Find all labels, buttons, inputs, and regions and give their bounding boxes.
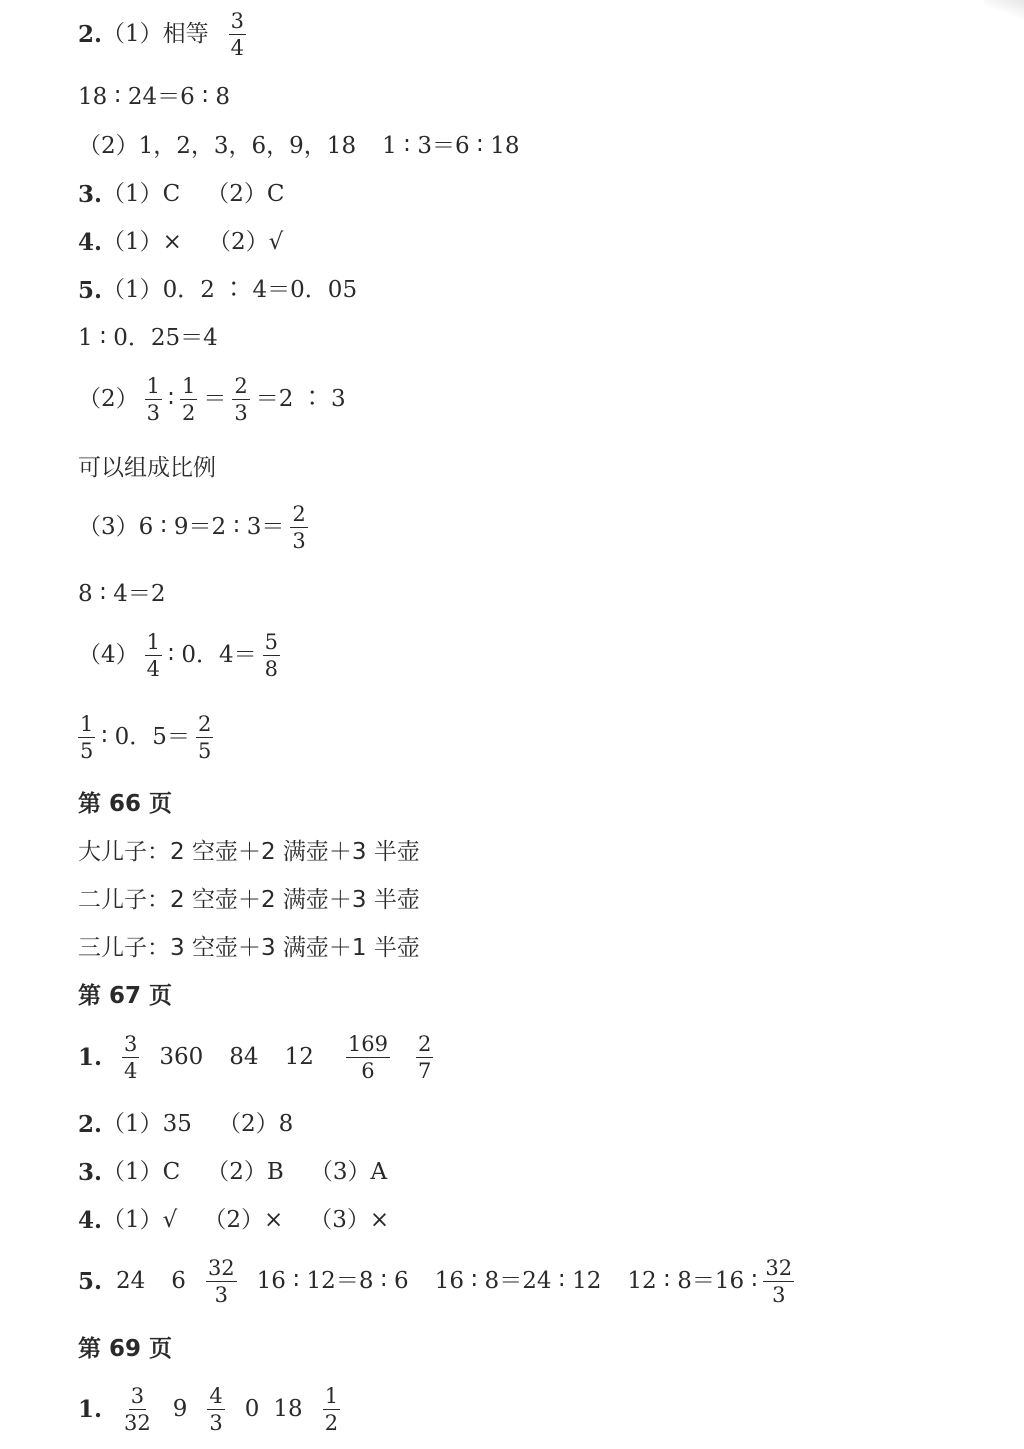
answer-text: 1 ∶ 0．25＝4 xyxy=(78,325,218,351)
denominator: 4 xyxy=(124,1059,138,1084)
check-mark: √ xyxy=(162,1207,178,1233)
answer-text: 18 ∶ 24＝6 ∶ 8 xyxy=(78,84,231,110)
answer-value: 8 xyxy=(278,1111,294,1137)
ratio-equation: 12 ∶ 8＝16 ∶ xyxy=(627,1268,758,1295)
answer-son-3 xyxy=(78,937,420,960)
answer-value: 35 xyxy=(162,1111,192,1137)
fraction xyxy=(122,1033,139,1082)
question-number: 1. xyxy=(78,1396,103,1424)
denominator: 2 xyxy=(324,1411,339,1436)
fraction xyxy=(229,10,246,59)
denominator: 5 xyxy=(197,739,212,764)
section-heading-69 xyxy=(78,1338,172,1361)
part-label: （2） xyxy=(203,1207,264,1233)
answer-value: A xyxy=(370,1159,388,1185)
answer-value: 12 xyxy=(284,1044,314,1071)
answer-4 xyxy=(78,231,283,254)
fraction xyxy=(416,1033,433,1082)
numerator: 4 xyxy=(207,1385,224,1410)
answer-value: 6 xyxy=(171,1268,186,1295)
denominator: 5 xyxy=(80,739,94,764)
answer-text: 8 ∶ 4＝2 xyxy=(78,581,166,607)
question-number: 5. xyxy=(78,277,103,304)
denominator: 3 xyxy=(234,401,248,426)
answer-2-1 xyxy=(78,10,252,59)
numerator: 2 xyxy=(232,375,249,400)
numerator: 2 xyxy=(196,713,213,738)
answer-text: 三儿子：3 空壶＋3 满壶＋1 半壶 xyxy=(78,935,420,961)
part-label: （4） xyxy=(78,642,139,669)
answer-67-2 xyxy=(78,1113,293,1136)
numerator: 5 xyxy=(263,631,280,656)
answer-text: 0．2 ∶ 4＝0．05 xyxy=(162,277,358,303)
cross-mark: × xyxy=(369,1207,390,1233)
fraction xyxy=(206,1257,237,1306)
answer-value: 9 xyxy=(172,1396,188,1423)
denominator: 32 xyxy=(124,1411,151,1436)
fraction xyxy=(232,375,249,424)
numerator: 2 xyxy=(290,503,307,528)
answer-5-4b xyxy=(78,713,219,762)
cross-mark: × xyxy=(162,229,182,255)
answer-son-1 xyxy=(78,841,420,864)
section-heading-67 xyxy=(78,985,172,1008)
fraction xyxy=(207,1385,224,1434)
check-mark: √ xyxy=(268,229,284,255)
heading-text: 第 69 页 xyxy=(78,1336,173,1362)
answer-text: 1，2，3，6，9，18 xyxy=(138,133,357,159)
numerator: 1 xyxy=(145,375,162,400)
answer-text: 6 ∶ 9＝2 ∶ 3＝ xyxy=(138,514,285,541)
part-label: （2） xyxy=(78,133,139,159)
answer-text: 相等 xyxy=(162,21,209,48)
answer-value: B xyxy=(266,1159,284,1185)
denominator: 6 xyxy=(361,1059,375,1084)
denominator: 3 xyxy=(292,529,306,554)
part-label: （1） xyxy=(102,1159,163,1185)
ratio-equation: 16 ∶ 12＝8 ∶ 6 xyxy=(256,1268,409,1295)
equals-sign: ＝ xyxy=(203,386,227,413)
part-label: （1） xyxy=(102,21,163,48)
question-number: 4. xyxy=(78,229,103,256)
answer-value: C xyxy=(266,181,285,207)
answer-5-2 xyxy=(78,375,346,424)
answer-text: 二儿子：2 空壶＋2 满壶＋3 半壶 xyxy=(78,887,420,913)
part-label: （2） xyxy=(78,386,139,413)
part-label: （1） xyxy=(102,181,163,207)
fraction xyxy=(180,375,197,424)
denominator: 8 xyxy=(264,657,278,682)
fraction xyxy=(323,1385,340,1434)
numerator: 3 xyxy=(122,1033,139,1058)
answer-67-4 xyxy=(78,1209,389,1232)
numerator: 1 xyxy=(78,713,95,738)
answer-3 xyxy=(78,183,285,206)
answer-value: C xyxy=(162,1159,181,1185)
question-number: 2. xyxy=(78,1111,103,1138)
denominator: 3 xyxy=(146,401,161,426)
denominator: 4 xyxy=(146,657,161,682)
part-label: （3） xyxy=(309,1159,371,1185)
answer-text-2: 1 ∶ 3＝6 ∶ 18 xyxy=(382,133,520,159)
numerator: 2 xyxy=(416,1033,433,1058)
numerator: 3 xyxy=(229,10,246,35)
answer-2-2 xyxy=(78,135,519,158)
part-label: （1） xyxy=(102,1111,163,1137)
answer-value: C xyxy=(162,181,181,207)
numerator: 1 xyxy=(145,631,162,656)
part-label: （3） xyxy=(78,514,139,541)
answer-5-3 xyxy=(78,503,314,552)
answer-5-4 xyxy=(78,631,286,680)
question-number: 3. xyxy=(78,1159,103,1186)
part-label: （2） xyxy=(206,1159,267,1185)
answer-text: ∶ 0．4＝ xyxy=(168,642,257,669)
part-label: （2） xyxy=(217,1111,279,1137)
fraction xyxy=(145,375,162,424)
question-number: 2. xyxy=(78,21,103,49)
part-label: （2） xyxy=(207,229,269,255)
fraction xyxy=(290,503,307,552)
part-label: （1） xyxy=(102,229,163,255)
fraction xyxy=(196,713,213,762)
answer-ratio-line xyxy=(78,327,218,350)
fraction xyxy=(122,1385,153,1434)
question-number: 3. xyxy=(78,181,103,208)
question-number: 4. xyxy=(78,1207,103,1234)
answer-67-5 xyxy=(78,1257,800,1306)
part-label: （2） xyxy=(206,181,267,207)
ratio-colon: ∶ xyxy=(168,386,175,413)
fraction xyxy=(78,713,95,762)
denominator: 3 xyxy=(209,1411,223,1436)
denominator: 4 xyxy=(230,36,245,61)
denominator: 3 xyxy=(772,1283,786,1308)
page-corner-shadow xyxy=(984,0,1024,20)
denominator: 7 xyxy=(417,1059,432,1084)
numerator: 169 xyxy=(346,1033,390,1058)
fraction xyxy=(263,631,280,680)
answer-text: 可以组成比例 xyxy=(78,455,216,481)
fraction xyxy=(763,1257,794,1306)
question-number: 5. xyxy=(78,1268,103,1296)
part-label: （1） xyxy=(102,277,163,303)
numerator: 32 xyxy=(763,1257,794,1282)
answer-67-3 xyxy=(78,1161,387,1184)
heading-text: 第 66 页 xyxy=(78,791,173,817)
cross-mark: × xyxy=(263,1207,284,1233)
answer-text: ＝2 ∶ 3 xyxy=(255,386,346,413)
answer-text: ∶ 0．5＝ xyxy=(101,724,190,751)
fraction xyxy=(145,631,162,680)
answer-ratio-line xyxy=(78,86,230,109)
numerator: 32 xyxy=(206,1257,237,1282)
answer-text: 大儿子：2 空壶＋2 满壶＋3 半壶 xyxy=(78,839,420,865)
fraction xyxy=(346,1033,390,1082)
answer-69-1 xyxy=(78,1385,346,1434)
denominator: 2 xyxy=(182,401,196,426)
question-number: 1. xyxy=(78,1044,103,1072)
answer-ratio-line xyxy=(78,583,166,606)
answer-67-1 xyxy=(78,1033,439,1082)
section-heading-66 xyxy=(78,793,172,816)
denominator: 3 xyxy=(214,1283,228,1308)
answer-value: 18 xyxy=(273,1396,303,1423)
answer-value: 0 xyxy=(244,1396,260,1423)
answer-note xyxy=(78,457,216,480)
answer-value: 24 xyxy=(116,1268,146,1295)
part-label: （1） xyxy=(102,1207,163,1233)
answer-5-1 xyxy=(78,279,357,302)
answer-value: 360 xyxy=(159,1044,204,1071)
heading-text: 第 67 页 xyxy=(78,983,173,1009)
part-label: （3） xyxy=(309,1207,370,1233)
numerator: 1 xyxy=(180,375,197,400)
answer-value: 84 xyxy=(229,1044,259,1071)
numerator: 3 xyxy=(129,1385,146,1410)
numerator: 1 xyxy=(323,1385,340,1410)
ratio-equation: 16 ∶ 8＝24 ∶ 12 xyxy=(434,1268,602,1295)
answer-son-2 xyxy=(78,889,420,912)
